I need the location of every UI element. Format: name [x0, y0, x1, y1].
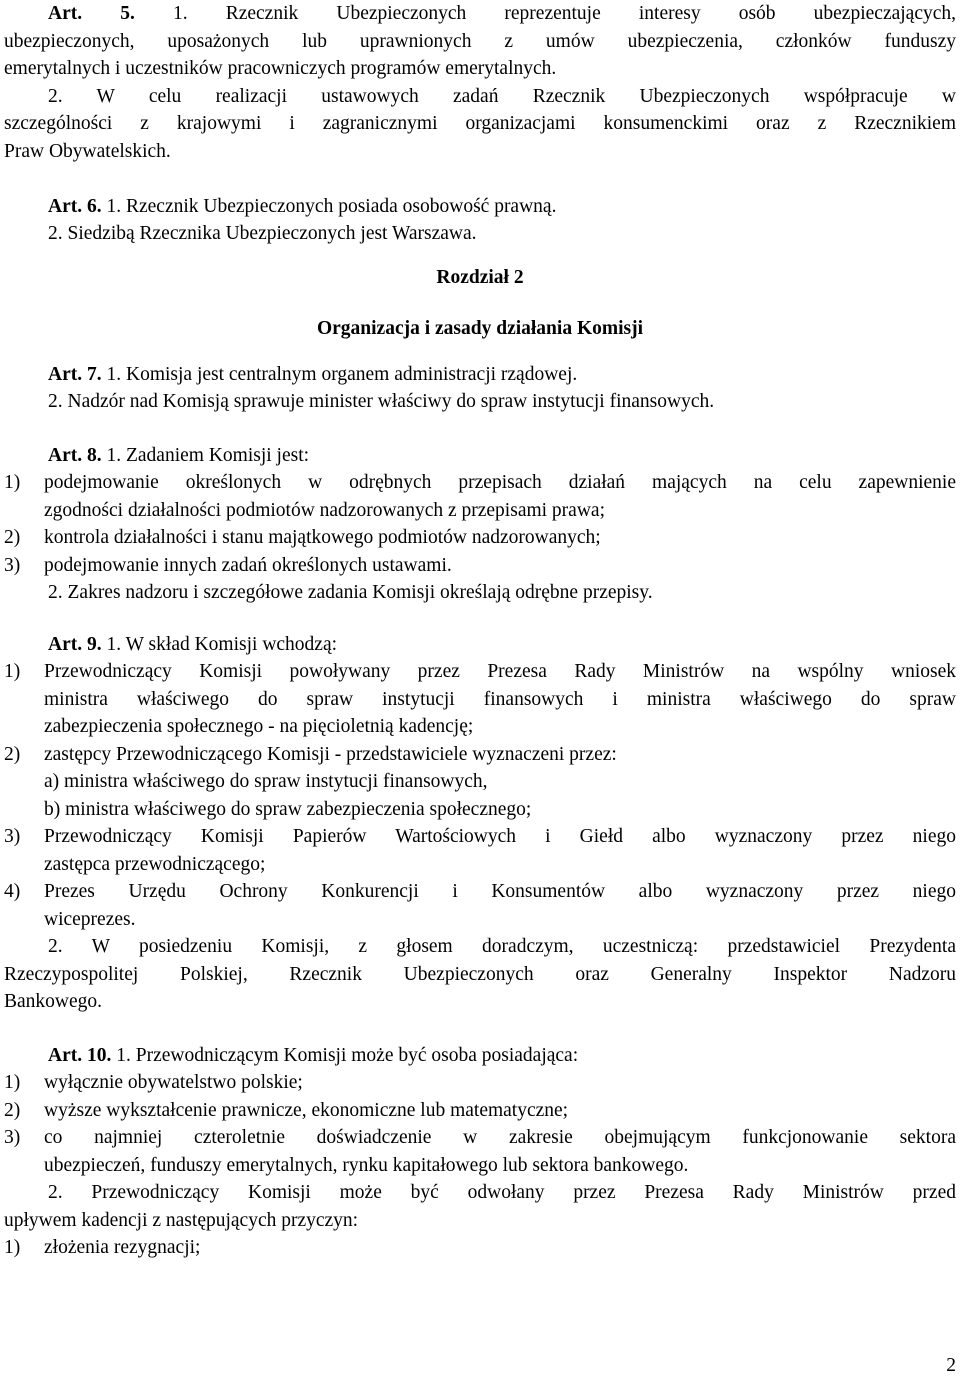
list-number: 3)	[4, 826, 21, 847]
list-number: 2)	[4, 743, 21, 765]
art5-heading: Art. 5.	[48, 3, 135, 24]
list-item	[4, 878, 956, 933]
sub-list-item: a) ministra właściwego do spraw instytucji finansowych,	[44, 771, 488, 792]
list-item-text: wyższe wykształcenie prawnicze, ekonomiczne lub matematyczne;	[44, 1099, 569, 1121]
list-item	[4, 1097, 956, 1125]
list-number: 1)	[4, 661, 21, 682]
art10-heading: Art. 10.	[48, 1044, 112, 1066]
document-page	[4, 0, 956, 1262]
list-number: 2)	[4, 1099, 21, 1121]
art5-p1-text-1: 1. Rzecznik Ubezpieczonych reprezentuje interesy osób ubezpieczających,	[172, 3, 956, 24]
list-item-text: Przewodniczący Komisji powoływany przez Prezesa Rady Ministrów na wspólny wniosek	[44, 661, 956, 682]
art5-line-1	[4, 0, 956, 28]
art7-line-2: 2. Nadzór nad Komisją sprawuje minister właściwy do spraw instytucji finansowych.	[48, 391, 715, 412]
list-item-text: co najmniej czteroletnie doświadczenie w zakresie obejmującym funkcjonowanie sektora	[44, 1127, 956, 1148]
art10-p1-text: 1. Przewodniczącym Komisji może być osoba posiadająca:	[116, 1044, 579, 1066]
list-item-text: wiceprezes.	[44, 908, 136, 930]
spacer	[4, 343, 956, 361]
list-item-text: podejmowanie innych zadań określonych ustawami.	[44, 554, 452, 576]
list-item	[4, 823, 956, 878]
list-item-text: ubezpieczeń, funduszy emerytalnych, rynku kapitałowego lub sektora bankowego.	[44, 1154, 689, 1176]
art9-heading: Art. 9.	[48, 633, 102, 655]
list-number: 3)	[4, 1127, 21, 1148]
art5-line-2: ubezpieczonych, uposażonych lub uprawnionych z umów ubezpieczenia, członków funduszy	[4, 30, 956, 52]
art8-heading: Art. 8.	[48, 444, 102, 466]
list-item	[4, 524, 956, 552]
art10-p2-line-2: upływem kadencji z następujących przyczyn:	[4, 1209, 359, 1231]
list-item-text: Prezes Urzędu Ochrony Konkurencji i Konsumentów albo wyznaczony przez niego	[44, 881, 956, 902]
art5-p2-line-3: Praw Obywatelskich.	[4, 140, 171, 162]
spacer	[4, 1016, 956, 1042]
list-item-text: podejmowanie określonych w odrębnych przepisach działań mających na celu zapewnienie	[44, 472, 956, 493]
list-item-text: zastępca przewodniczącego;	[44, 853, 266, 875]
list-number: 2)	[4, 527, 21, 548]
art6-line-1	[4, 193, 956, 221]
spacer	[4, 165, 956, 193]
art8-line-1	[4, 442, 956, 470]
list-number: 4)	[4, 881, 21, 902]
list-item-text: ministra właściwego do spraw instytucji finansowych i ministra właściwego do spraw	[44, 688, 956, 710]
spacer	[4, 607, 956, 631]
list-number: 1)	[4, 1237, 21, 1258]
spacer	[4, 248, 956, 264]
spacer	[4, 416, 956, 442]
art5-p2-line-2: szczególności z krajowymi i zagranicznymi organizacjami konsumenckimi oraz z Rzecznikiem	[4, 113, 956, 134]
art6-p1-text: 1. Rzecznik Ubezpieczonych posiada osobowość prawną.	[106, 195, 557, 217]
art7-p1-text: 1. Komisja jest centralnym organem administracji rządowej.	[106, 363, 578, 385]
list-item-text: zabezpieczenia społecznego - na pięcioletnią kadencję;	[44, 716, 474, 737]
list-item-text: zgodności działalności podmiotów nadzorowanych z przepisami prawa;	[44, 499, 605, 521]
list-item	[4, 1124, 956, 1179]
list-item	[4, 469, 956, 524]
list-number: 1)	[4, 472, 21, 493]
art9-line-1	[4, 631, 956, 659]
list-item-text: Przewodniczący Komisji Papierów Wartościowych i Giełd albo wyznaczony przez niego	[44, 826, 956, 847]
art7-line-1	[4, 361, 956, 389]
art10-line-1	[4, 1042, 956, 1070]
art5-line-3: emerytalnych i uczestników pracowniczych programów emerytalnych.	[4, 58, 557, 79]
list-number: 1)	[4, 1072, 21, 1093]
chapter-number: Rozdział 2	[436, 266, 524, 288]
art8-p2: 2. Zakres nadzoru i szczegółowe zadania Komisji określają odrębne przepisy.	[48, 582, 653, 603]
art5-p2-line-1: 2. W celu realizacji ustawowych zadań Rzecznik Ubezpieczonych współpracuje w	[48, 85, 956, 107]
list-item	[4, 741, 956, 824]
list-item	[4, 1234, 956, 1262]
art9-p1-text: 1. W skład Komisji wchodzą:	[106, 633, 338, 655]
sub-list-item: b) ministra właściwego do spraw zabezpieczenia społecznego;	[44, 798, 532, 820]
page-number: 2	[946, 1355, 956, 1376]
art8-p1-text: 1. Zadaniem Komisji jest:	[106, 444, 310, 466]
art6-line-2: 2. Siedzibą Rzecznika Ubezpieczonych jest Warszawa.	[48, 223, 477, 244]
art9-p2-line-3: Bankowego.	[4, 991, 103, 1012]
art9-p2-line-2: Rzeczypospolitej Polskiej, Rzecznik Ubezpieczonych oraz Generalny Inspektor Nadzoru	[4, 963, 956, 985]
list-item	[4, 552, 956, 580]
list-item-text: wyłącznie obywatelstwo polskie;	[44, 1072, 303, 1093]
art7-heading: Art. 7.	[48, 363, 102, 385]
list-item	[4, 1069, 956, 1097]
art6-heading: Art. 6.	[48, 195, 102, 217]
list-item-text: złożenia rezygnacji;	[44, 1237, 201, 1258]
art10-p2-line-1: 2. Przewodniczący Komisji może być odwołany przez Prezesa Rady Ministrów przed	[48, 1182, 956, 1203]
list-item-text: kontrola działalności i stanu majątkowego podmiotów nadzorowanych;	[44, 527, 601, 548]
list-number: 3)	[4, 554, 21, 576]
art9-p2-line-1: 2. W posiedzeniu Komisji, z głosem doradczym, uczestniczą: przedstawiciel Prezydenta	[48, 936, 956, 957]
chapter-title: Organizacja i zasady działania Komisji	[316, 318, 644, 339]
list-item-text: zastępcy Przewodniczącego Komisji - przedstawiciele wyznaczeni przez:	[44, 743, 617, 765]
list-item	[4, 658, 956, 741]
spacer	[4, 291, 956, 315]
